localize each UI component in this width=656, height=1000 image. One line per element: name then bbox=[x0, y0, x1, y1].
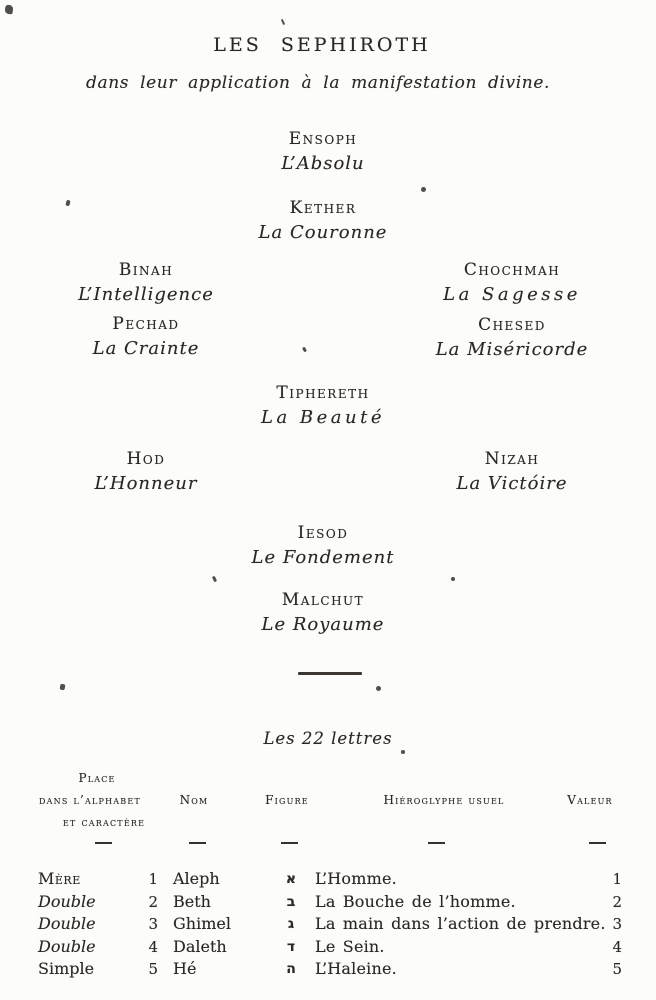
cell-hebrew-letter: ג bbox=[287, 916, 295, 932]
sephira-translation: La Crainte bbox=[92, 338, 200, 359]
sephira-name: Hod bbox=[126, 449, 166, 469]
cell-number: 1 bbox=[148, 870, 158, 888]
header-underline-dash bbox=[589, 842, 606, 844]
cell-nom: Hé bbox=[173, 959, 197, 978]
table-row bbox=[0, 937, 656, 959]
cell-number: 3 bbox=[148, 915, 158, 933]
cell-valeur: 5 bbox=[612, 960, 622, 978]
cell-hieroglyphe: Le Sein. bbox=[315, 937, 385, 956]
sephira-chochmah bbox=[404, 261, 620, 305]
header-underline-dash bbox=[95, 842, 112, 844]
sephira-name: Nizah bbox=[484, 449, 540, 469]
sephira-translation: La Beauté bbox=[261, 407, 385, 428]
table-row bbox=[0, 892, 656, 914]
cell-nom: Daleth bbox=[173, 937, 227, 956]
sephira-malchut bbox=[0, 591, 651, 635]
sephira-translation: La Couronne bbox=[258, 222, 388, 243]
sephira-pechad bbox=[40, 315, 252, 359]
sephira-name: Iesod bbox=[297, 523, 349, 543]
cell-nom: Aleph bbox=[173, 869, 220, 888]
header-figure: Figure bbox=[265, 793, 309, 807]
header-underline-dash bbox=[281, 842, 298, 844]
cell-type: Simple bbox=[38, 959, 95, 978]
header-valeur: Valeur bbox=[567, 793, 613, 807]
sephira-name: Kether bbox=[289, 198, 357, 218]
ink-speck bbox=[421, 187, 426, 192]
letters-table-caption: Les 22 lettres bbox=[263, 729, 393, 748]
cell-number: 4 bbox=[148, 938, 158, 956]
cell-number: 5 bbox=[148, 960, 158, 978]
cell-hieroglyphe: L’Homme. bbox=[315, 869, 397, 888]
header-hieroglyphe: Hiéroglyphe usuel bbox=[383, 793, 505, 807]
ink-speck bbox=[451, 577, 455, 581]
sephira-name: Chesed bbox=[478, 315, 546, 335]
cell-hieroglyphe: La Bouche de l’homme. bbox=[315, 892, 516, 911]
cell-valeur: 2 bbox=[612, 893, 622, 911]
sephira-iesod bbox=[0, 524, 651, 568]
sephira-ensoph bbox=[0, 130, 651, 174]
header-underline-dash bbox=[428, 842, 445, 844]
sephira-name: Binah bbox=[118, 260, 174, 280]
sephira-name: Chochmah bbox=[463, 260, 561, 280]
cell-valeur: 3 bbox=[612, 915, 622, 933]
table-row bbox=[0, 959, 656, 981]
sephira-hod bbox=[40, 450, 252, 494]
sephira-nizah bbox=[404, 450, 620, 494]
ink-dot bbox=[376, 686, 381, 691]
cell-nom: Ghimel bbox=[173, 914, 231, 933]
cell-hebrew-letter: ה bbox=[286, 961, 296, 977]
sephira-name: Tiphereth bbox=[276, 383, 370, 403]
cell-type: Double bbox=[38, 937, 96, 956]
table-row bbox=[0, 869, 656, 891]
ink-speck bbox=[4, 4, 13, 14]
cell-type: Mère bbox=[38, 869, 81, 888]
sephira-translation: Le Fondement bbox=[251, 547, 395, 568]
header-nom: Nom bbox=[179, 793, 209, 807]
cell-number: 2 bbox=[148, 893, 158, 911]
sephira-name: Pechad bbox=[112, 314, 180, 334]
cell-hebrew-letter: ב bbox=[286, 894, 296, 910]
ink-speck bbox=[60, 684, 66, 691]
ink-speck bbox=[302, 347, 307, 353]
header-et-caractere: et caractère bbox=[62, 815, 146, 829]
cell-hebrew-letter: ד bbox=[286, 939, 296, 955]
sephira-translation: La Sagesse bbox=[443, 284, 581, 305]
sephira-translation: L’Honneur bbox=[94, 473, 198, 494]
sephira-translation: La Victóire bbox=[456, 473, 568, 494]
cell-valeur: 1 bbox=[612, 870, 622, 888]
page-title: LES SEPHIROTH bbox=[213, 34, 431, 56]
ink-speck bbox=[281, 19, 285, 25]
header-dans-alphabet: dans l’alphabet bbox=[39, 793, 141, 807]
cell-type: Double bbox=[38, 892, 96, 911]
cell-valeur: 4 bbox=[612, 938, 622, 956]
page-subtitle: dans leur application à la manifestation divine. bbox=[86, 73, 550, 93]
ink-dot bbox=[401, 750, 405, 754]
sephira-translation: L’Intelligence bbox=[78, 284, 214, 305]
cell-type: Double bbox=[38, 914, 96, 933]
section-divider bbox=[298, 672, 362, 675]
sephira-translation: L’Absolu bbox=[281, 153, 365, 174]
sephira-binah bbox=[40, 261, 252, 305]
header-place: Place bbox=[78, 771, 116, 785]
sephira-kether bbox=[0, 199, 651, 243]
sephira-tiphereth bbox=[0, 384, 651, 428]
sephira-translation: La Miséricorde bbox=[435, 339, 589, 360]
sephira-name: Ensoph bbox=[288, 129, 358, 149]
sephira-name: Malchut bbox=[281, 590, 365, 610]
cell-hieroglyphe: L’Haleine. bbox=[315, 959, 397, 978]
table-row bbox=[0, 914, 656, 936]
ink-speck bbox=[212, 576, 217, 583]
sephira-translation: Le Royaume bbox=[261, 614, 385, 635]
cell-hebrew-letter: א bbox=[285, 871, 297, 887]
sephira-chesed bbox=[404, 316, 620, 360]
cell-nom: Beth bbox=[173, 892, 211, 911]
header-underline-dash bbox=[189, 842, 206, 844]
cell-hieroglyphe: La main dans l’action de prendre. bbox=[315, 914, 606, 933]
